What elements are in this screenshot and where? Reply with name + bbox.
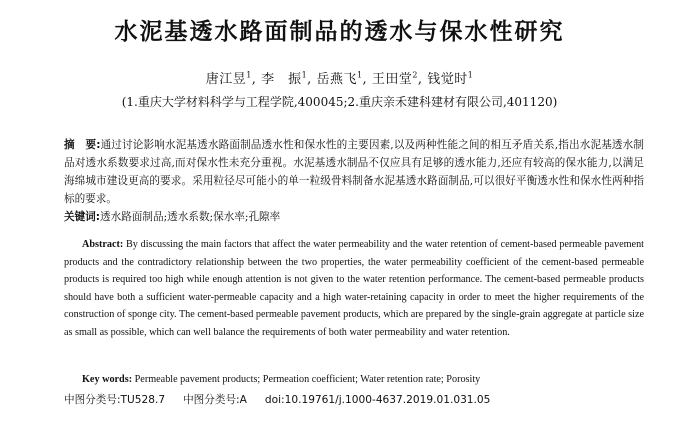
abstract-chinese-text: 通过讨论影响水泥基透水路面制品透水性和保水性的主要因素,以及两种性能之间的相互矛盾关系,指出水泥基透水制品对透水系数要求过高,而对保水性未充分重视。水泥基透水制品不仅应具有足够的透水能力,还应有较高的保水能力,以满足海绵城市建设更高的要求。采用粒径尽可能小的单一粒级骨料制备水泥基透水路面制品,可以很好平衡透水性和保水性两种指标的要求。: [64, 139, 644, 205]
author-list: 唐江昱$^1$, 李 振$^1$, 岳燕飞$^1$, 王田堂$^2$, 钱觉时$^1$: [205, 70, 474, 87]
keywords-english-label: Key words:: [82, 374, 133, 385]
author-name: 王田堂: [371, 72, 413, 87]
keywords-chinese-text: 透水路面制品;透水系数;保水率;孔隙率: [100, 211, 281, 223]
abstract-english-label: Abstract:: [82, 239, 124, 250]
author-name: 李 振: [261, 72, 302, 87]
document-code: 中图分类号:A: [183, 394, 247, 406]
abstract-english: [64, 236, 644, 342]
abstract-english-text: By discussing the main factors that affect the water permeability and the water retention of cement-based permeable pavement products and the contradictory relationship between the two properties, the water permeability coefficient of the cement-based permeable products is required too high while enough attention is not given to the water retention performance. The cement-based permeable products should have both a sufficient water-permeable capacity and a high water-retaining capacity in order to meet the higher requirements of the construction of sponge city. The cement-based permeable pavement products, which are prepared by the single-grain aggregate at particle size as small as possible, which can well balance the requirements of both water permeability and water retention.: [64, 239, 645, 338]
author-affiliation-mark: 1: [356, 70, 363, 80]
classification-line: [64, 392, 664, 408]
author-affiliation-mark: 1: [246, 70, 252, 80]
keywords-english: [64, 372, 644, 388]
author-name: 唐江昱: [205, 72, 247, 87]
author-affiliation-mark: 1: [467, 70, 474, 80]
abstract-chinese-label: 摘 要:: [64, 139, 101, 151]
keywords-english-text: Permeable pavement products; Permeation coefficient; Water retention rate; Porosity: [134, 374, 481, 385]
author-name: 岳燕飞: [316, 72, 357, 87]
doi: doi:10.19761/j.1000-4637.2019.01.031.05: [264, 394, 491, 406]
keywords-chinese: [64, 209, 644, 225]
clc-number: 中图分类号:TU528.7: [64, 394, 166, 406]
author-affiliation-mark: 1: [301, 70, 308, 80]
keywords-chinese-label: 关键词:: [64, 211, 101, 223]
author-name: 钱觉时: [427, 72, 468, 87]
author-affiliation-mark: 2: [412, 70, 418, 80]
paper-title: 水泥基透水路面制品的透水与保水性研究: [114, 19, 565, 45]
abstract-chinese: [64, 136, 644, 208]
affiliations: (1.重庆大学材料科学与工程学院,400045;2.重庆亲禾建科建材有限公司,401120): [121, 95, 558, 109]
